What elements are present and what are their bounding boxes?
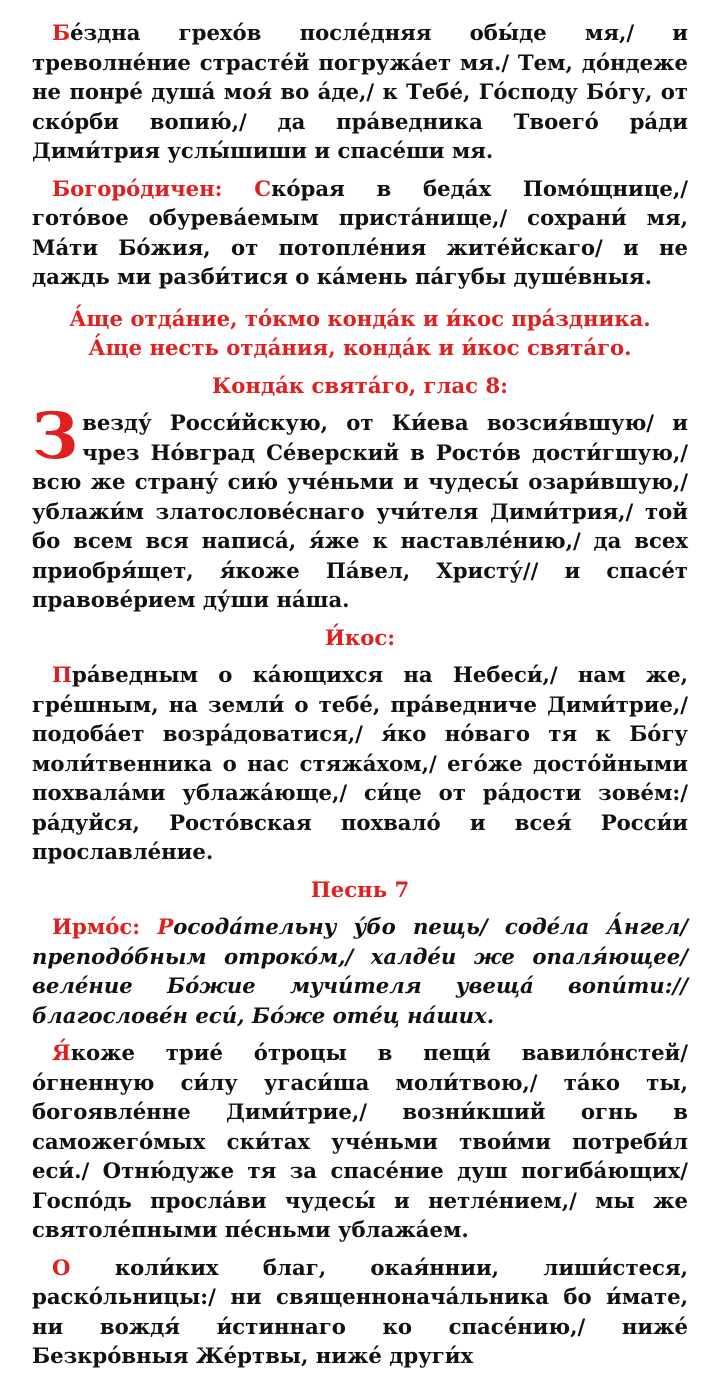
red-initial: П (52, 662, 73, 687)
troparion-paragraph-1 (32, 1038, 688, 1245)
red-initial: О (52, 1254, 71, 1280)
kontakion-heading: Конда́к свята́го, глас 8: (212, 372, 508, 398)
liturgical-text-page (32, 18, 688, 1379)
theotokion-label: Богоро́дичен: (52, 175, 223, 201)
red-initial: С (254, 175, 272, 201)
theotokion-paragraph (32, 174, 688, 292)
red-initial: Я (52, 1040, 71, 1065)
rubric-line-2: А́ще несть отда́ния, конда́к и и́кос свята́го. (88, 335, 632, 360)
ikos-heading: И́кос: (324, 624, 396, 650)
irmos-paragraph (32, 912, 688, 1030)
red-initial: Б (52, 20, 71, 45)
troparion-closing-paragraph (32, 18, 688, 166)
troparion-paragraph-2 (32, 1253, 688, 1371)
ode-heading: Песнь 7 (310, 876, 410, 902)
paragraph-text: е́здна грехо́в после́дняя обы́де мя,/ и треволне́ние страсте́й погружа́ет мя./ Тем, до́ндеже не понре́ душа́ моя́ во а́де,/ к Тебе́, Го́споду Бо́гу, от ско́рби вопию́,/ да пра́ведника Твоего́ ра́ди Дими́трия услы́шиши и спасе́ши мя. (32, 20, 688, 163)
irmos-label: Ирмо́с: (52, 914, 141, 939)
rubric-line-1: А́ще отда́ние, то́кмо конда́к и и́кос пра́здника. (69, 305, 651, 331)
paragraph-text: везду́ Росси́йскую, от Ки́ева возсия́вшую/ и чрез Но́вград Се́верский в Росто́в дости́гшую,/ всю же страну́ сию́ уче́ньми и чудесы́ озари́вшую,/ ублажи́м златослове́снаго учи́теля Дими́трия,/ той бо всем вся написа́, я́же к наставле́нию,/ да всех приобря́щет, я́коже Па́вел, Христу́// и спасе́т правове́рием ду́ши на́ша. (32, 410, 688, 612)
red-initial: Р (157, 914, 174, 939)
drop-cap-initial: З (32, 399, 79, 474)
ikos-paragraph (32, 660, 688, 867)
paragraph-text: ко́рая в беда́х Помо́щнице,/ гото́вое обурева́емым приста́нище,/ сохрани́ мя, Ма́ти Бо́жия, от потопле́ния жите́йскаго/ и не даждь ми разби́тися о ка́мень па́губы душе́вныя. (32, 175, 688, 289)
paragraph-text: ра́ведным о ка́ющихся на Небеси́,/ нам же, гре́шным, на земли́ о тебе́, пра́ведниче Дими́трие,/ подоба́ет возра́доватися,/ я́ко но́ваго тя к Бо́гу моли́твенника о нас стяжа́хом,/ его́же досто́йными похвала́ми ублажа́юще,/ си́це от ра́дости зове́м:/ ра́дуйся, Росто́вская похвало́ и всея́ Росси́и прославле́ние. (32, 662, 688, 864)
kontakion-paragraph (32, 399, 688, 615)
paragraph-text: ́коже трие́ о́троцы в пещи́ вавило́нстей/ о́гненную си́лу угаси́ша моли́твою,/ та́ко ты, богоявле́нне Дими́трие,/ возни́кший огнь в саможего́мых ски́тах уче́ньми твои́ми потреби́л еси́./ Отню́дуже тя за спасе́ние душ погиба́ющих/ Госпо́дь просла́ви чудесы́ и нетле́нием,/ мы же святоле́пными пе́сньми ублажа́ем. (32, 1040, 688, 1242)
paragraph-text: осода́тельну у́бо пещь/ соде́ла А́нгел/ преподо́бным отроко́м,/ халде́и же опаля́ющее/ веле́ние Бо́жие мучи́теля увеща́ вопи́ти:// благослове́н еси́, Бо́же оте́ц на́ших. (32, 914, 688, 1028)
paragraph-text: коли́ких благ, окая́ннии, лиши́стеся, раско́льницы:/ ни священнонача́льника бо и́мате, ни вождя́ и́стиннаго ко спасе́нию,/ ниже́ Безкро́вныя Же́ртвы, ниже́ други́х (32, 1254, 688, 1368)
